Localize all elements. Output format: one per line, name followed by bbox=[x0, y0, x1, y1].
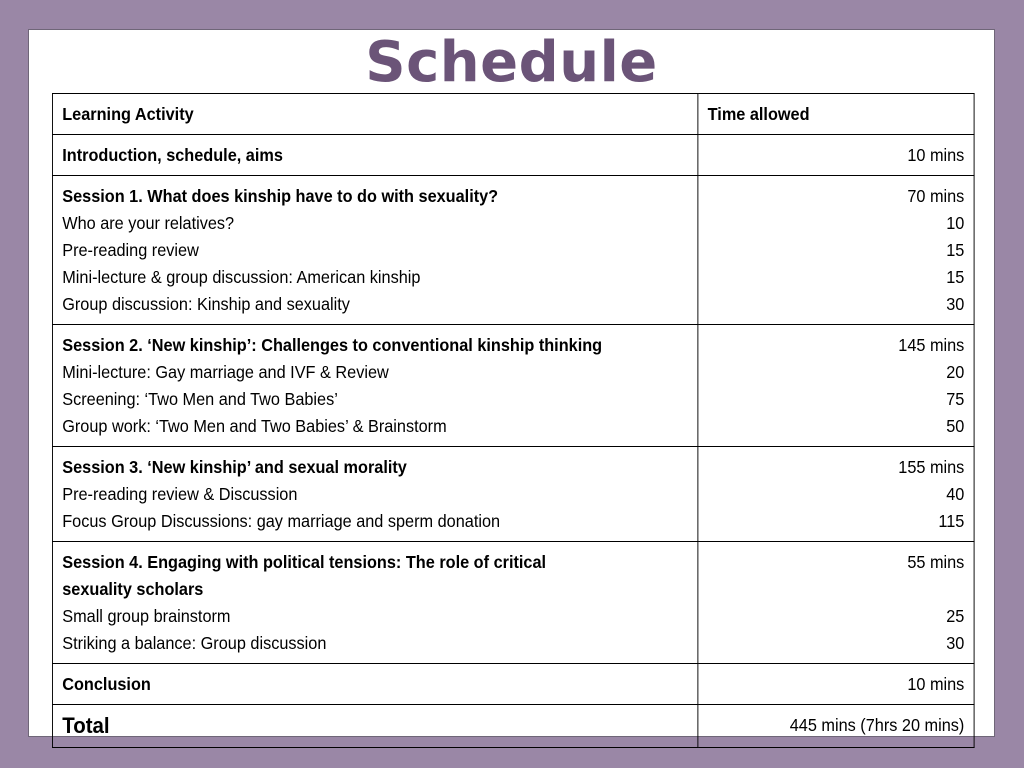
session-1-item-time: 15 bbox=[946, 240, 965, 260]
session-2-item: Group work: ‘Two Men and Two Babies’ & Brainstorm bbox=[62, 416, 447, 436]
table-row-introduction bbox=[52, 135, 974, 176]
activity-cell bbox=[52, 664, 697, 705]
session-1-heading: Session 1. What does kinship have to do with sexuality? bbox=[62, 186, 499, 206]
session-3-total-time: 155 mins bbox=[898, 457, 965, 477]
session-2-item-time: 20 bbox=[946, 362, 965, 382]
session-2-item-time: 50 bbox=[946, 416, 965, 436]
session-4-heading: Session 4. Engaging with political tensions: The role of critical bbox=[62, 552, 547, 572]
session-1-item: Who are your relatives? bbox=[62, 213, 235, 233]
session-1-item: Pre-reading review bbox=[62, 240, 199, 260]
conclusion-time: 10 mins bbox=[907, 674, 965, 694]
activity-cell bbox=[52, 176, 697, 325]
introduction-time: 10 mins bbox=[907, 145, 965, 165]
session-3-heading: Session 3. ‘New kinship’ and sexual morality bbox=[62, 457, 407, 477]
conclusion-label: Conclusion bbox=[62, 674, 151, 694]
session-2-heading: Session 2. ‘New kinship’: Challenges to conventional kinship thinking bbox=[62, 335, 603, 355]
table-row-session-4 bbox=[52, 542, 974, 664]
session-4-item: Small group brainstorm bbox=[62, 606, 231, 626]
session-1-item: Mini-lecture & group discussion: American kinship bbox=[62, 267, 421, 287]
session-2-item: Screening: ‘Two Men and Two Babies’ bbox=[62, 389, 338, 409]
activity-cell bbox=[52, 542, 697, 664]
session-3-item-time: 40 bbox=[946, 484, 965, 504]
table-header-row bbox=[52, 94, 974, 135]
session-1-total-time: 70 mins bbox=[907, 186, 965, 206]
session-4-total-time: 55 mins bbox=[907, 552, 965, 572]
session-1-item-time: 15 bbox=[946, 267, 965, 287]
table-row-session-3 bbox=[52, 447, 974, 542]
table-row-conclusion bbox=[52, 664, 974, 705]
table-row-session-1 bbox=[52, 176, 974, 325]
session-1-item-time: 30 bbox=[946, 294, 965, 314]
time-cell bbox=[698, 447, 974, 542]
table-row-total bbox=[52, 705, 974, 748]
total-label: Total bbox=[62, 713, 110, 738]
session-4-item-time: 30 bbox=[946, 633, 965, 653]
time-cell bbox=[698, 705, 974, 748]
session-3-item: Focus Group Discussions: gay marriage and sperm donation bbox=[62, 511, 501, 531]
session-2-total-time: 145 mins bbox=[898, 335, 965, 355]
session-4-heading: sexuality scholars bbox=[62, 579, 204, 599]
table-row-session-2 bbox=[52, 325, 974, 447]
total-time: 445 mins (7hrs 20 mins) bbox=[789, 715, 965, 735]
page-title: Schedule bbox=[365, 30, 658, 95]
session-3-item: Pre-reading review & Discussion bbox=[62, 484, 298, 504]
activity-cell bbox=[52, 135, 697, 176]
session-4-item: Striking a balance: Group discussion bbox=[62, 633, 327, 653]
time-cell bbox=[698, 664, 974, 705]
schedule-table bbox=[52, 93, 975, 748]
activity-cell bbox=[52, 705, 697, 748]
slide bbox=[28, 29, 995, 737]
activity-cell bbox=[52, 447, 697, 542]
session-3-item-time: 115 bbox=[938, 511, 965, 531]
column-header-time: Time allowed bbox=[698, 94, 974, 135]
session-1-item: Group discussion: Kinship and sexuality bbox=[62, 294, 350, 314]
session-2-item-time: 75 bbox=[946, 389, 965, 409]
time-cell bbox=[698, 325, 974, 447]
session-2-item: Mini-lecture: Gay marriage and IVF & Review bbox=[62, 362, 389, 382]
session-1-item-time: 10 bbox=[946, 213, 965, 233]
introduction-label: Introduction, schedule, aims bbox=[62, 145, 283, 165]
column-header-activity: Learning Activity bbox=[52, 94, 697, 135]
time-cell bbox=[698, 176, 974, 325]
session-4-item-time: 25 bbox=[946, 606, 965, 626]
time-cell bbox=[698, 135, 974, 176]
time-cell bbox=[698, 542, 974, 664]
activity-cell bbox=[52, 325, 697, 447]
spacer bbox=[708, 576, 965, 603]
